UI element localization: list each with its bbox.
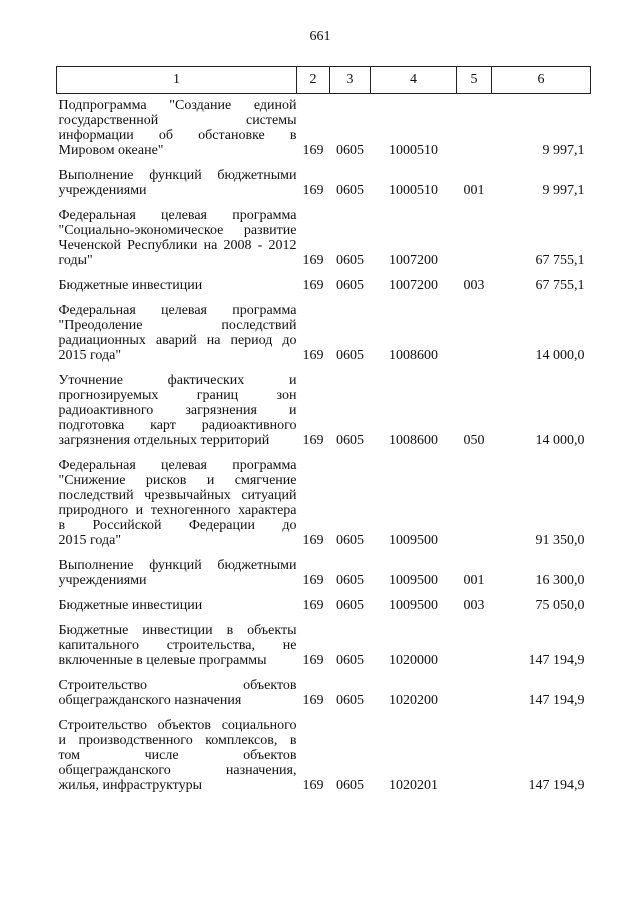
row-col-5 [457, 453, 492, 553]
row-col-4: 1000510 [389, 143, 438, 158]
header-col-5: 5 [457, 67, 492, 94]
row-col-3: 0605 [336, 533, 364, 548]
row-amount: 75 050,0 [535, 598, 585, 613]
table-header-row [57, 67, 591, 94]
row-col-5 [457, 618, 492, 673]
row-col-5: 003 [463, 278, 485, 293]
header-col-1: 1 [57, 67, 297, 94]
row-name: Выполнение функций бюджетными учреждениями [58, 558, 297, 588]
row-col-4: 1007200 [389, 253, 438, 268]
row-col-4: 1020200 [389, 693, 438, 708]
row-name: Строительство объектов общегражданского назначения [58, 678, 297, 708]
row-name: Строительство объектов социального и производственного комплексов, в том числе объектов общегражданского назначения, жилья, инфраструктуры [58, 718, 297, 793]
row-col-2: 169 [302, 278, 324, 293]
row-col-2: 169 [302, 693, 324, 708]
row-col-5: 050 [463, 433, 485, 448]
table-body [57, 94, 591, 799]
page-number: 661 [309, 29, 331, 44]
row-col-4: 1008600 [389, 433, 438, 448]
row-col-3: 0605 [336, 573, 364, 588]
row-name: Выполнение функций бюджетными учреждениями [58, 168, 297, 198]
row-col-2: 169 [302, 653, 324, 668]
row-col-5: 003 [463, 598, 485, 613]
table-row [57, 94, 591, 164]
row-name: Бюджетные инвестиции в объекты капитального строительства, не включенные в целевые программы [58, 623, 297, 668]
table-row [57, 713, 591, 798]
row-col-5 [457, 298, 492, 368]
table-row [57, 593, 591, 618]
row-amount: 147 194,9 [528, 693, 585, 708]
row-col-2: 169 [302, 348, 324, 363]
row-col-2: 169 [302, 183, 324, 198]
table-row [57, 553, 591, 593]
row-col-3: 0605 [336, 253, 364, 268]
row-col-3: 0605 [336, 143, 364, 158]
row-col-2: 169 [302, 533, 324, 548]
row-name: Федеральная целевая программа "Социально-экономическое развитие Чеченской Республики на 2008 - 2012 годы" [58, 208, 297, 268]
table-row [57, 203, 591, 273]
row-col-3: 0605 [336, 348, 364, 363]
row-amount: 16 300,0 [535, 573, 585, 588]
table-row [57, 453, 591, 553]
row-amount: 147 194,9 [528, 778, 585, 793]
row-col-3: 0605 [336, 653, 364, 668]
row-col-4: 1009500 [389, 573, 438, 588]
row-amount: 14 000,0 [535, 433, 585, 448]
row-amount: 9 997,1 [542, 143, 585, 158]
row-amount: 9 997,1 [542, 183, 585, 198]
header-col-2: 2 [297, 67, 330, 94]
row-name: Федеральная целевая программа "Снижение рисков и смягчение последствий чрезвычайных ситуаций природного и техногенного характера в Российской Федерации до 2015 года" [58, 458, 297, 548]
row-col-5: 001 [463, 183, 485, 198]
table-row [57, 368, 591, 453]
header-col-3: 3 [330, 67, 371, 94]
row-col-5 [457, 94, 492, 164]
table-row [57, 163, 591, 203]
table-row [57, 618, 591, 673]
row-col-2: 169 [302, 598, 324, 613]
row-col-4: 1000510 [389, 183, 438, 198]
row-col-2: 169 [302, 778, 324, 793]
row-col-3: 0605 [336, 693, 364, 708]
row-col-5 [457, 713, 492, 798]
row-col-4: 1009500 [389, 533, 438, 548]
row-amount: 67 755,1 [535, 253, 585, 268]
row-col-4: 1007200 [389, 278, 438, 293]
row-col-2: 169 [302, 433, 324, 448]
row-amount: 91 350,0 [535, 533, 585, 548]
table-row [57, 273, 591, 298]
row-name: Подпрограмма "Создание единой государственной системы информации об обстановке в Мировом океане" [58, 98, 297, 158]
row-col-3: 0605 [336, 778, 364, 793]
row-col-3: 0605 [336, 598, 364, 613]
row-amount: 147 194,9 [528, 653, 585, 668]
row-col-3: 0605 [336, 278, 364, 293]
header-col-6: 6 [492, 67, 591, 94]
row-col-5 [457, 203, 492, 273]
row-name: Уточнение фактических и прогнозируемых границ зон радиоактивного загрязнения и подготовка карт радиоактивного загрязнения отдельных территорий [58, 373, 297, 448]
row-col-2: 169 [302, 253, 324, 268]
row-name: Бюджетные инвестиции [58, 278, 203, 293]
row-col-2: 169 [302, 143, 324, 158]
row-amount: 67 755,1 [535, 278, 585, 293]
budget-table [56, 66, 591, 798]
row-col-3: 0605 [336, 433, 364, 448]
row-col-4: 1020201 [389, 778, 438, 793]
row-col-3: 0605 [336, 183, 364, 198]
row-name: Бюджетные инвестиции [58, 598, 203, 613]
header-col-4: 4 [371, 67, 457, 94]
table-row [57, 673, 591, 713]
row-name: Федеральная целевая программа "Преодоление последствий радиационных аварий на период до 2015 года" [58, 303, 297, 363]
row-col-4: 1020000 [389, 653, 438, 668]
row-col-5: 001 [463, 573, 485, 588]
row-col-2: 169 [302, 573, 324, 588]
row-col-4: 1008600 [389, 348, 438, 363]
row-col-5 [457, 673, 492, 713]
table-row [57, 298, 591, 368]
row-col-4: 1009500 [389, 598, 438, 613]
row-amount: 14 000,0 [535, 348, 585, 363]
